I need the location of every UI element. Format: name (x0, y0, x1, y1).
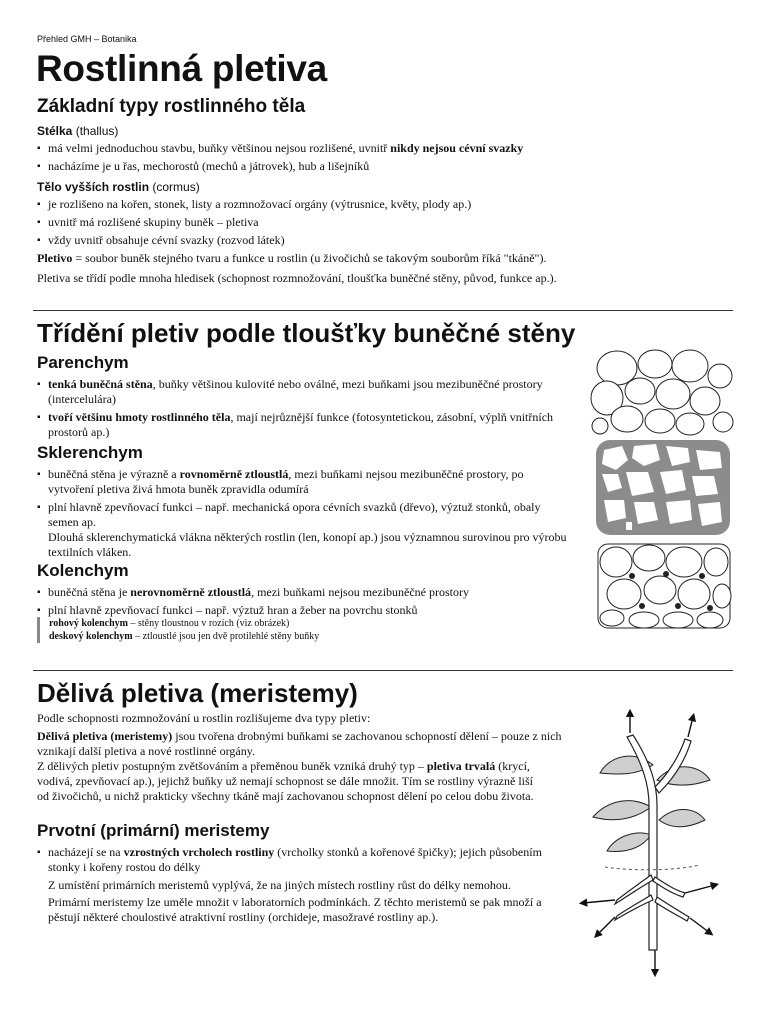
section-heading-basic-types: Základní typy rostlinného těla (37, 96, 306, 117)
pletivo-text: = soubor buněk stejného tvaru a funkce u rostlin (u živočichů se takovým souborům říká "tkáně"). (72, 251, 547, 265)
list-item-text: buněčná stěna je výrazně a (48, 467, 180, 481)
telo-title: Tělo vyšších rostlin (37, 180, 150, 194)
meristem-text: jsou tvořena drobnými buňkami se zachovanou schopností dělení – pouze z nich vznikají další pletiva a nové rostlinné orgány. (37, 729, 562, 758)
section-heading-wall-thickness: Třídění pletiv podle tloušťky buněčné stěny (37, 318, 576, 348)
primary-meristem-note: Z umístění primárních meristemů vyplývá, že na jiných místech rostliny růst do délky nemohou. (48, 878, 511, 892)
list-item (37, 377, 567, 407)
list-item (37, 585, 567, 600)
section-divider (33, 670, 733, 671)
kolenchym-cells-illustration (594, 540, 734, 632)
subheading-telo (37, 180, 200, 194)
stelka-title: Stélka (37, 124, 73, 138)
stelka-subtitle: (thallus) (72, 124, 119, 138)
list-item-text: , mezi buňkami nejsou mezibuněčné prostory (251, 585, 470, 599)
pletivo-classification: Pletiva se třídí podle mnoha hledisek (schopnost rozmnožování, tloušťka buněčné stěny, původ, funkce ap.). (37, 271, 557, 285)
list-item-text: buněčná stěna je (48, 585, 131, 599)
list-item (37, 500, 567, 560)
subheading-parenchym: Parenchym (37, 353, 129, 372)
permanent-tissue-paragraph (37, 759, 547, 804)
list-item: ▪ je rozlišeno na kořen, stonek, listy a rozmnožovací orgány (výtrusnice, květy, plody ap.) (37, 197, 637, 212)
primary-meristem-list (37, 845, 547, 878)
list-item-emphasis: tvoří většinu hmoty rostlinného těla (48, 410, 231, 424)
section-divider (33, 310, 733, 311)
paragraph-text: (krycí, vodivá, zpevňovací ap.), jejichž buňky už nemají schopnost se dále množit. Tím se rostliny výrazně liší od živočichů, u nichž prakticky všechny tkáně mají zachovanou schopnost dělení po celou dobu života. (37, 759, 534, 803)
page-title: Rostlinná pletiva (36, 48, 327, 89)
subheading-primary-meristems: Prvotní (primární) meristemy (37, 821, 270, 840)
list-item-text: (vrcholky stonků a kořenové špičky); jejich působením stonky i kořeny rostou do délky (48, 845, 542, 874)
list-item-emphasis: nerovnoměrně ztloustlá (130, 585, 252, 599)
meristem-definition (37, 729, 567, 759)
list-item (37, 845, 547, 875)
note-term: rohový kolenchym (49, 618, 128, 629)
meristem-term: Dělivá pletiva (meristemy) (37, 729, 173, 743)
list-item-emphasis: tenká buněčná stěna (48, 377, 153, 391)
list-item-emphasis: nikdy nejsou cévní svazky (390, 141, 524, 155)
list-item-text: , mezi buňkami nejsou mezibuněčné prostory, po vytvoření pletiva živá hmota buněk zpravidla odumírá (48, 467, 524, 496)
stelka-list (37, 141, 597, 177)
note-term: deskový kolenchym (49, 631, 133, 642)
sklerenchym-cells-illustration (596, 440, 730, 535)
telo-subtitle: (cormus) (149, 180, 200, 194)
list-item-emphasis: rovnoměrně ztloustlá (179, 467, 289, 481)
list-item: ▪ nacházíme je u řas, mechorostů (mechů a játrovek), hub a lišejníků (37, 159, 597, 174)
parenchym-list (37, 377, 567, 443)
telo-list (37, 197, 637, 251)
list-item-text: má velmi jednoduchou stavbu, buňky většinou nejsou rozlišené, uvnitř (48, 141, 391, 155)
note-text: – ztloustlé jsou jen dvě protilehlé stěny buňky (132, 631, 320, 642)
list-item (37, 467, 567, 497)
list-item (37, 410, 567, 440)
list-item-extra-text: Dlouhá sklerenchymatická vlákna některých rostlin (len, konopí ap.) jsou významnou surovinou pro výrobu textilních vláken. (48, 530, 567, 559)
meristem-intro: Podle schopnosti rozmnožování u rostlin rozlišujeme dva typy pletiv: (37, 711, 371, 725)
list-item-text: , mají nejrůznější funkce (fotosyntetickou, zásobní, výplň vnitřních prostorů ap.) (48, 410, 554, 439)
list-item: ▪ plní hlavně zpevňovací funkci – např. výztuž hran a žeber na povrchu stonků (37, 603, 567, 618)
page-header: Přehled GMH – Botanika (37, 34, 137, 44)
section-heading-meristems: Dělivá pletiva (meristemy) (37, 678, 358, 708)
pletivo-term: Pletivo (37, 251, 73, 265)
sklerenchym-list (37, 467, 567, 563)
list-item-text: plní hlavně zpevňovací funkci – např. mechanická opora cévních svazků (dřevo), výztuž stonků, obaly semen ap. (48, 500, 541, 529)
kolenchym-types-note (37, 617, 319, 643)
list-item: ▪ uvnitř má rozlišené skupiny buněk – pletiva (37, 215, 637, 230)
list-item-text: nacházejí se na (48, 845, 124, 859)
note-line (49, 630, 319, 643)
paragraph-emphasis: pletiva trvalá (426, 759, 496, 773)
subheading-stelka (37, 124, 118, 138)
note-text: – stěny tloustnou v rozích (viz obrázek) (128, 618, 290, 629)
list-item-text: , buňky většinou kulovité nebo oválné, mezi buňkami jsou mezibuněčné prostory (intercelulára) (48, 377, 543, 406)
pletivo-definition (37, 251, 677, 266)
plant-meristem-illustration (575, 705, 725, 980)
primary-meristem-culture: Primární meristemy lze uměle množit v laboratorních podmínkách. Z těchto meristemů se pak množí a pěstují některé choulostivé atraktivní rostliny (orchideje, masožravé rostliny ap.). (48, 895, 542, 924)
kolenchym-list (37, 585, 567, 621)
note-line (49, 617, 319, 630)
list-item (37, 141, 597, 156)
parenchym-cells-illustration (585, 346, 735, 436)
list-item-emphasis: vzrostných vrcholech rostliny (123, 845, 275, 859)
subheading-kolenchym: Kolenchym (37, 561, 129, 580)
paragraph-text: Z dělivých pletiv postupným zvětšováním a přeměnou buněk vzniká druhý typ – (37, 759, 427, 773)
list-item: ▪ vždy uvnitř obsahuje cévní svazky (rozvod látek) (37, 233, 637, 248)
subheading-sklerenchym: Sklerenchym (37, 443, 143, 462)
